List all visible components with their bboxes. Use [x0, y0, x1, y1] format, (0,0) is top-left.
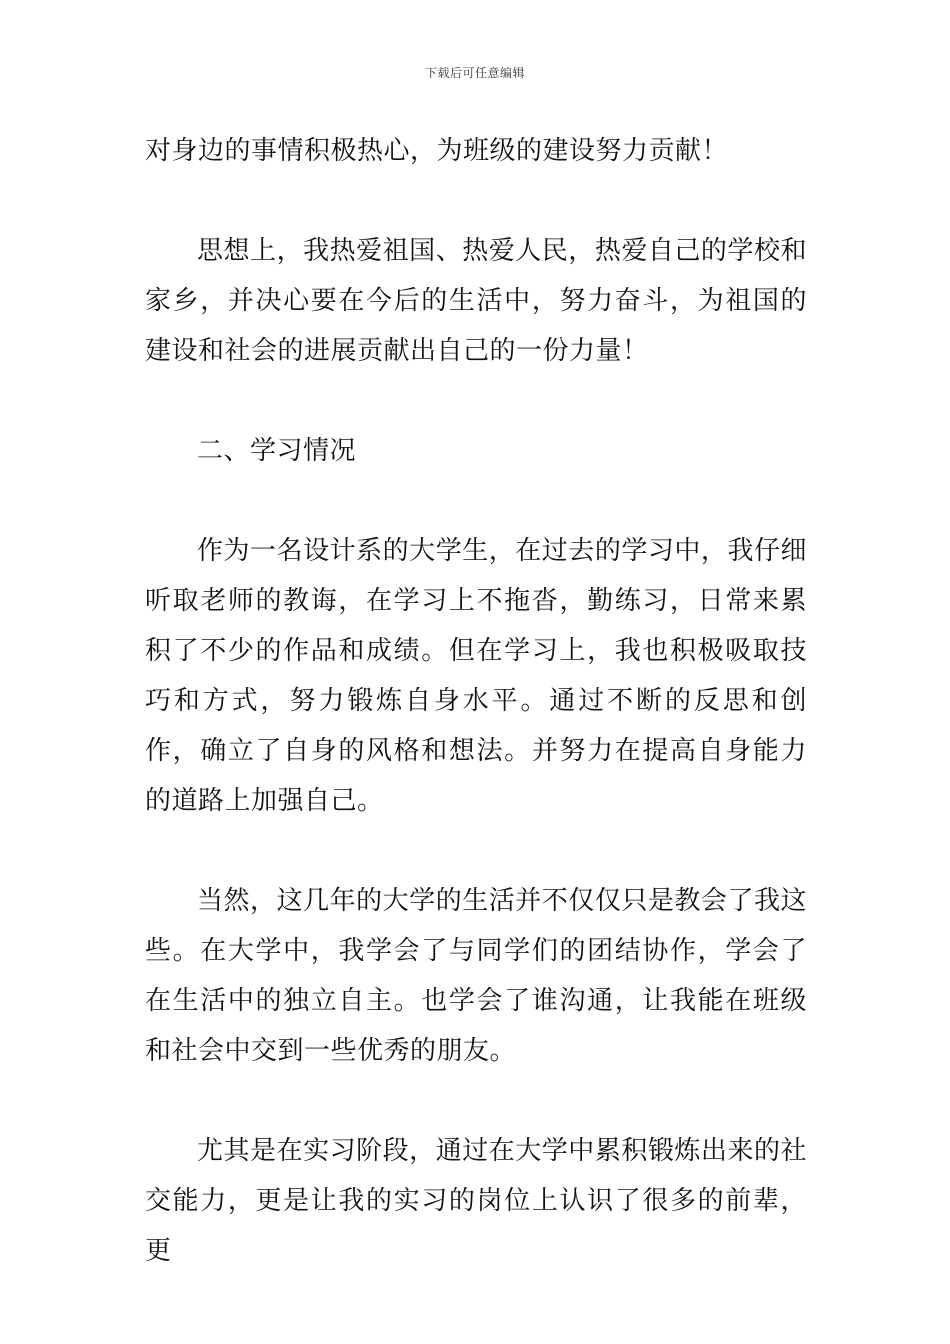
paragraph-5: 尤其是在实习阶段，通过在大学中累积锻炼出来的社交能力，更是让我的实习的岗位上认识了很多的前辈，更	[145, 1136, 807, 1266]
section-heading: 二、学习情况	[197, 436, 357, 466]
document-body	[145, 126, 807, 1276]
paragraph-2: 思想上，我热爱祖国、热爱人民，热爱自己的学校和家乡，并决心要在今后的生活中，努力奋斗，为祖国的建设和社会的进展贡献出自己的一份力量！	[145, 236, 807, 366]
paragraph-1: 对身边的事情积极热心，为班级的建设努力贡献！	[145, 136, 729, 166]
page-header: 下载后可任意编辑	[424, 66, 525, 80]
paragraph-3: 作为一名设计系的大学生，在过去的学习中，我仔细听取老师的教诲，在学习上不拖沓，勤练习，日常来累积了不少的作品和成绩。但在学习上，我也积极吸取技巧和方式，努力锻炼自身水平。通过不断的反思和创作，确立了自身的风格和想法。并努力在提高自身能力的道路上加强自己。	[145, 536, 807, 816]
paragraph-4: 当然，这几年的大学的生活并不仅仅只是教会了我这些。在大学中，我学会了与同学们的团结协作，学会了在生活中的独立自主。也学会了谁沟通，让我能在班级和社会中交到一些优秀的朋友。	[145, 886, 807, 1066]
